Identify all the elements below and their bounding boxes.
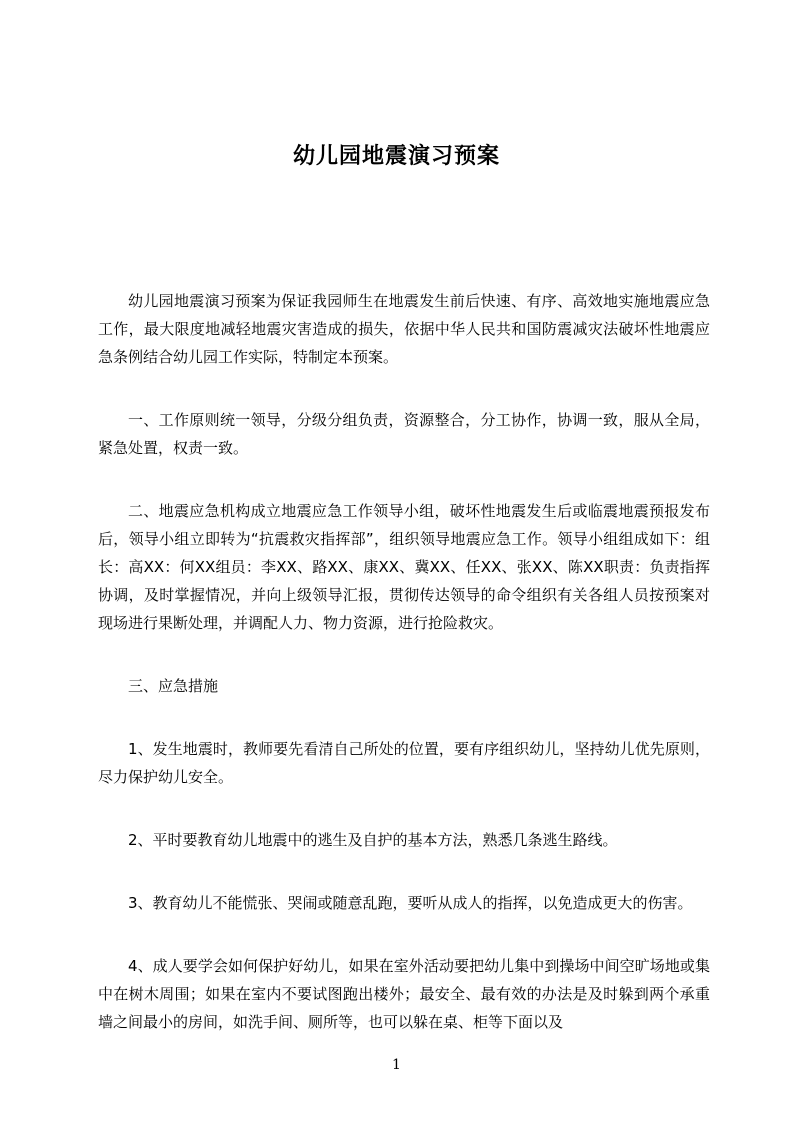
paragraph-section-3-heading: 三、应急措施	[128, 677, 219, 695]
paragraph-measure-3: 3、教育幼儿不能慌张、哭闹或随意乱跑，要听从成人的指挥，以免造成更大的伤害。	[128, 894, 693, 912]
paragraph-section-2: 二、地震应急机构成立地震应急工作领导小组，破坏性地震发生后或临震地震预报发布后，领导小组立即转为“抗震救灾指挥部”，组织领导地震应急工作。领导小组组成如下：组长：高XX：何XX组员：李XX、路XX、康XX、冀XX、任XX、张XX、陈XX职责：负责指挥协调，及时掌握情况，并向上级领导汇报，贯彻传达领导的命令组织有关各组人员按预案对现场进行果断处理，并调配人力、物力资源，进行抢险救灾。	[98, 502, 710, 632]
paragraph-measure-2: 2、平时要教育幼儿地震中的逃生及自护的基本方法，熟悉几条逃生路线。	[128, 831, 618, 849]
paragraph-intro: 幼儿园地震演习预案为保证我园师生在地震发生前后快速、有序、高效地实施地震应急工作，最大限度地减轻地震灾害造成的损失，依据中华人民共和国防震减灾法破坏性地震应急条例结合幼儿园工作实际，特制定本预案。	[98, 292, 710, 366]
document-title: 幼儿园地震演习预案	[292, 144, 500, 169]
paragraph-section-1: 一、工作原则统一领导，分级分组负责，资源整合，分工协作，协调一致，服从全局，紧急处置，权责一致。	[98, 411, 710, 457]
paragraph-measure-4: 4、成人要学会如何保护好幼儿，如果在室外活动要把幼儿集中到操场中间空旷场地或集中在树木周围；如果在室内不要试图跑出楼外；最安全、最有效的办法是及时躲到两个承重墙之间最小的房间，如洗手间、厕所等，也可以躲在桌、柜等下面以及	[98, 957, 710, 1031]
document-body	[98, 287, 710, 1036]
page-number: 1	[392, 1057, 401, 1073]
paragraph-measure-1: 1、发生地震时，教师要先看清自己所处的位置，要有序组织幼儿，坚持幼儿优先原则，尽力保护幼儿安全。	[98, 740, 710, 786]
